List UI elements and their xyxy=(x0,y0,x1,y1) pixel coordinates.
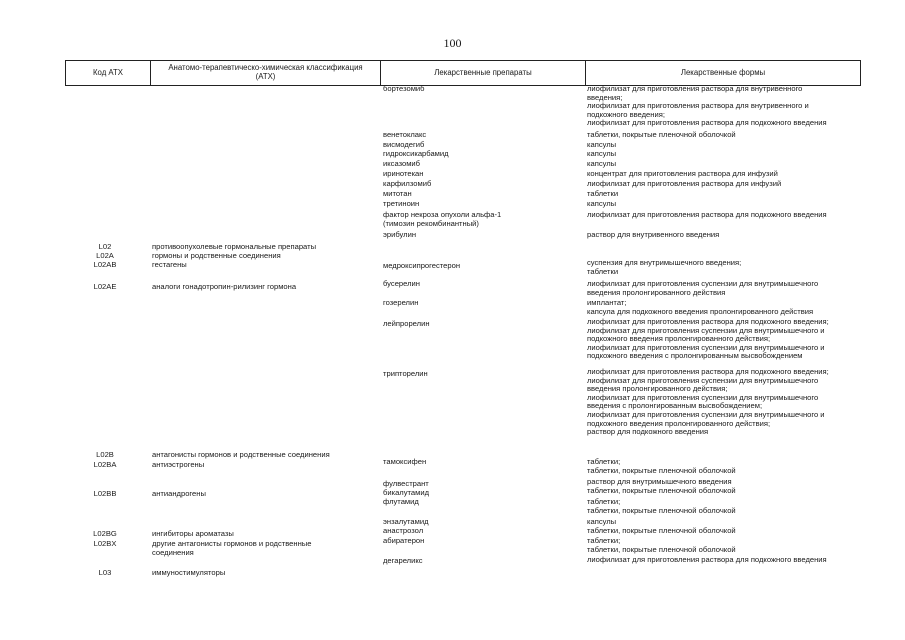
drug-name: иксазомиб xyxy=(383,159,421,168)
header-classification-line-1: Анатомо-терапевтическо-химическая классификация xyxy=(168,63,363,73)
dosage-form: лиофилизат для приготовления суспензии для внутримышечного xyxy=(587,392,819,402)
header-classification-text xyxy=(168,64,362,81)
header-forms xyxy=(585,61,861,85)
dosage-form: лиофилизат для приготовления суспензии для внутримышечного xyxy=(587,375,819,385)
atc-classification-name: противоопухолевые гормональные препараты xyxy=(152,242,317,251)
dosage-form: лиофилизат для приготовления раствора для внутривенного и xyxy=(587,101,809,111)
atc-code: L02BG xyxy=(93,529,117,538)
header-drugs-text: Лекарственные препараты xyxy=(434,67,532,77)
atc-code: L03 xyxy=(98,568,112,577)
table-header xyxy=(65,60,861,86)
drug-name: лейпрорелин xyxy=(383,319,430,328)
dosage-form: лиофилизат для приготовления раствора для внутривенного xyxy=(587,84,803,93)
dosage-form: таблетки, покрытые пленочной оболочкой xyxy=(587,526,736,535)
dosage-form: таблетки, покрытые пленочной оболочкой xyxy=(587,130,736,139)
dosage-form: суспензия для внутримышечного введения; xyxy=(587,258,742,267)
dosage-form: раствор для внутривенного введения xyxy=(587,230,720,239)
dosage-form: введения; xyxy=(587,92,623,102)
dosage-form: имплантат; xyxy=(587,298,627,307)
dosage-form: подкожного введения; xyxy=(587,109,665,119)
dosage-form: введения пролонгированного действия xyxy=(587,287,726,297)
atc-classification-name: иммуностимуляторы xyxy=(152,568,226,577)
drug-name: фактор некроза опухоли альфа-1 xyxy=(383,210,502,219)
dosage-form: таблетки, покрытые пленочной оболочкой xyxy=(587,465,736,475)
atc-code: L02AE xyxy=(93,282,117,291)
dosage-form: лиофилизат для приготовления раствора для инфузий xyxy=(587,179,782,188)
dosage-form: таблетки xyxy=(587,266,619,276)
dosage-form: концентрат для приготовления раствора для инфузий xyxy=(587,169,778,178)
dosage-form: таблетки, покрытые пленочной оболочкой xyxy=(587,544,736,554)
dosage-form: лиофилизат для приготовления раствора для подкожного введения xyxy=(587,210,827,219)
dosage-form: таблетки; xyxy=(587,497,621,506)
atc-classification-name: антиэстрогены xyxy=(152,460,205,469)
dosage-form: подкожного введения пролонгированного действия; xyxy=(587,418,771,428)
drug-name: дегареликс xyxy=(383,556,423,565)
atc-classification-name: аналоги гонадотропин-рилизинг гормона xyxy=(152,282,297,291)
dosage-form: лиофилизат для приготовления раствора для подкожного введения; xyxy=(587,367,829,376)
drug-name: иринотекан xyxy=(383,169,424,178)
drug-name: митотан xyxy=(383,189,412,198)
drug-name: висмодегиб xyxy=(383,140,425,149)
dosage-form: лиофилизат для приготовления суспензии для внутримышечного и xyxy=(587,410,825,419)
drug-name: третиноин xyxy=(383,199,420,208)
drug-name: абиратерон xyxy=(383,536,425,545)
header-drugs xyxy=(380,61,585,85)
drug-name: бортезомиб xyxy=(383,84,425,93)
drug-name: медроксипрогестерон xyxy=(383,261,461,270)
dosage-form: лиофилизат для приготовления суспензии для внутримышечного xyxy=(587,279,819,288)
atc-classification-name: антагонисты гормонов и родственные соединения xyxy=(152,450,330,459)
dosage-form: подкожного введения пролонгированного действия; xyxy=(587,334,771,344)
atc-classification-name: соединения xyxy=(152,547,194,557)
dosage-form: введения с пролонгированным высвобождением; xyxy=(587,401,763,411)
dosage-form: капсулы xyxy=(587,149,617,158)
atc-code: L02AB xyxy=(93,260,117,269)
atc-code: L02BA xyxy=(93,460,117,469)
header-classification-line-2: (АТХ) xyxy=(255,72,276,81)
atc-code: L02 xyxy=(98,242,112,251)
atc-code: L02B xyxy=(96,450,114,459)
drug-name: карфилзомиб xyxy=(383,179,432,188)
dosage-form: таблетки xyxy=(587,189,619,198)
atc-classification-name: гормоны и родственные соединения xyxy=(152,251,281,260)
dosage-form: лиофилизат для приготовления раствора для подкожного введения xyxy=(587,555,827,564)
atc-code: L02A xyxy=(96,251,114,260)
dosage-form: лиофилизат для приготовления раствора для подкожного введения; xyxy=(587,317,829,326)
dosage-form: лиофилизат для приготовления суспензии для внутримышечного и xyxy=(587,325,825,335)
dosage-form: таблетки; xyxy=(587,457,621,466)
drug-name: флутамид xyxy=(383,497,419,506)
page-number: 100 xyxy=(443,36,462,50)
dosage-form: таблетки; xyxy=(587,536,621,545)
dosage-form: раствор для внутримышечного введения xyxy=(587,477,732,486)
atc-code: L02BX xyxy=(93,539,117,548)
drug-name: бикалутамид xyxy=(383,488,430,497)
dosage-form: таблетки, покрытые пленочной оболочкой xyxy=(587,486,736,495)
atc-code: L02BB xyxy=(93,489,117,498)
drug-name: фулвестрант xyxy=(383,479,429,488)
drug-name: эрибулин xyxy=(383,230,417,239)
atc-classification-name: антиандрогены xyxy=(152,489,206,498)
drug-name: анастрозол xyxy=(383,526,424,535)
header-classification xyxy=(150,61,380,85)
drug-name: энзалутамид xyxy=(383,517,429,526)
dosage-form: таблетки, покрытые пленочной оболочкой xyxy=(587,505,736,515)
drug-name: гидроксикарбамид xyxy=(383,149,449,158)
header-code xyxy=(65,61,150,85)
drug-name: трипторелин xyxy=(383,369,428,378)
atc-classification-name: гестагены xyxy=(152,260,187,269)
dosage-form: лиофилизат для приготовления раствора для подкожного введения xyxy=(587,118,827,128)
drug-name: гозерелин xyxy=(383,298,419,307)
dosage-form: подкожного введения с пролонгированным высвобождением xyxy=(587,351,803,361)
dosage-form: капсулы xyxy=(587,199,617,208)
drug-name: бусерелин xyxy=(383,279,420,288)
drug-name: тамоксифен xyxy=(383,457,427,466)
dosage-form: капсулы xyxy=(587,517,617,526)
drug-name: венетоклакс xyxy=(383,130,427,139)
atc-classification-name: другие антагонисты гормонов и родственные xyxy=(152,539,312,548)
dosage-form: капсулы xyxy=(587,140,617,149)
atc-classification-name: ингибиторы ароматазы xyxy=(152,529,234,538)
drug-name: (тимозин рекомбинантный) xyxy=(383,218,479,228)
dosage-form: капсулы xyxy=(587,159,617,168)
header-code-text: Код АТХ xyxy=(93,67,123,77)
dosage-form: раствор для подкожного введения xyxy=(587,427,709,437)
dosage-form: введения пролонгированного действия; xyxy=(587,384,728,394)
dosage-form: капсула для подкожного введения пролонгированного действия xyxy=(587,306,814,316)
dosage-form: лиофилизат для приготовления суспензии для внутримышечного и xyxy=(587,342,825,352)
header-forms-text: Лекарственные формы xyxy=(680,67,766,77)
